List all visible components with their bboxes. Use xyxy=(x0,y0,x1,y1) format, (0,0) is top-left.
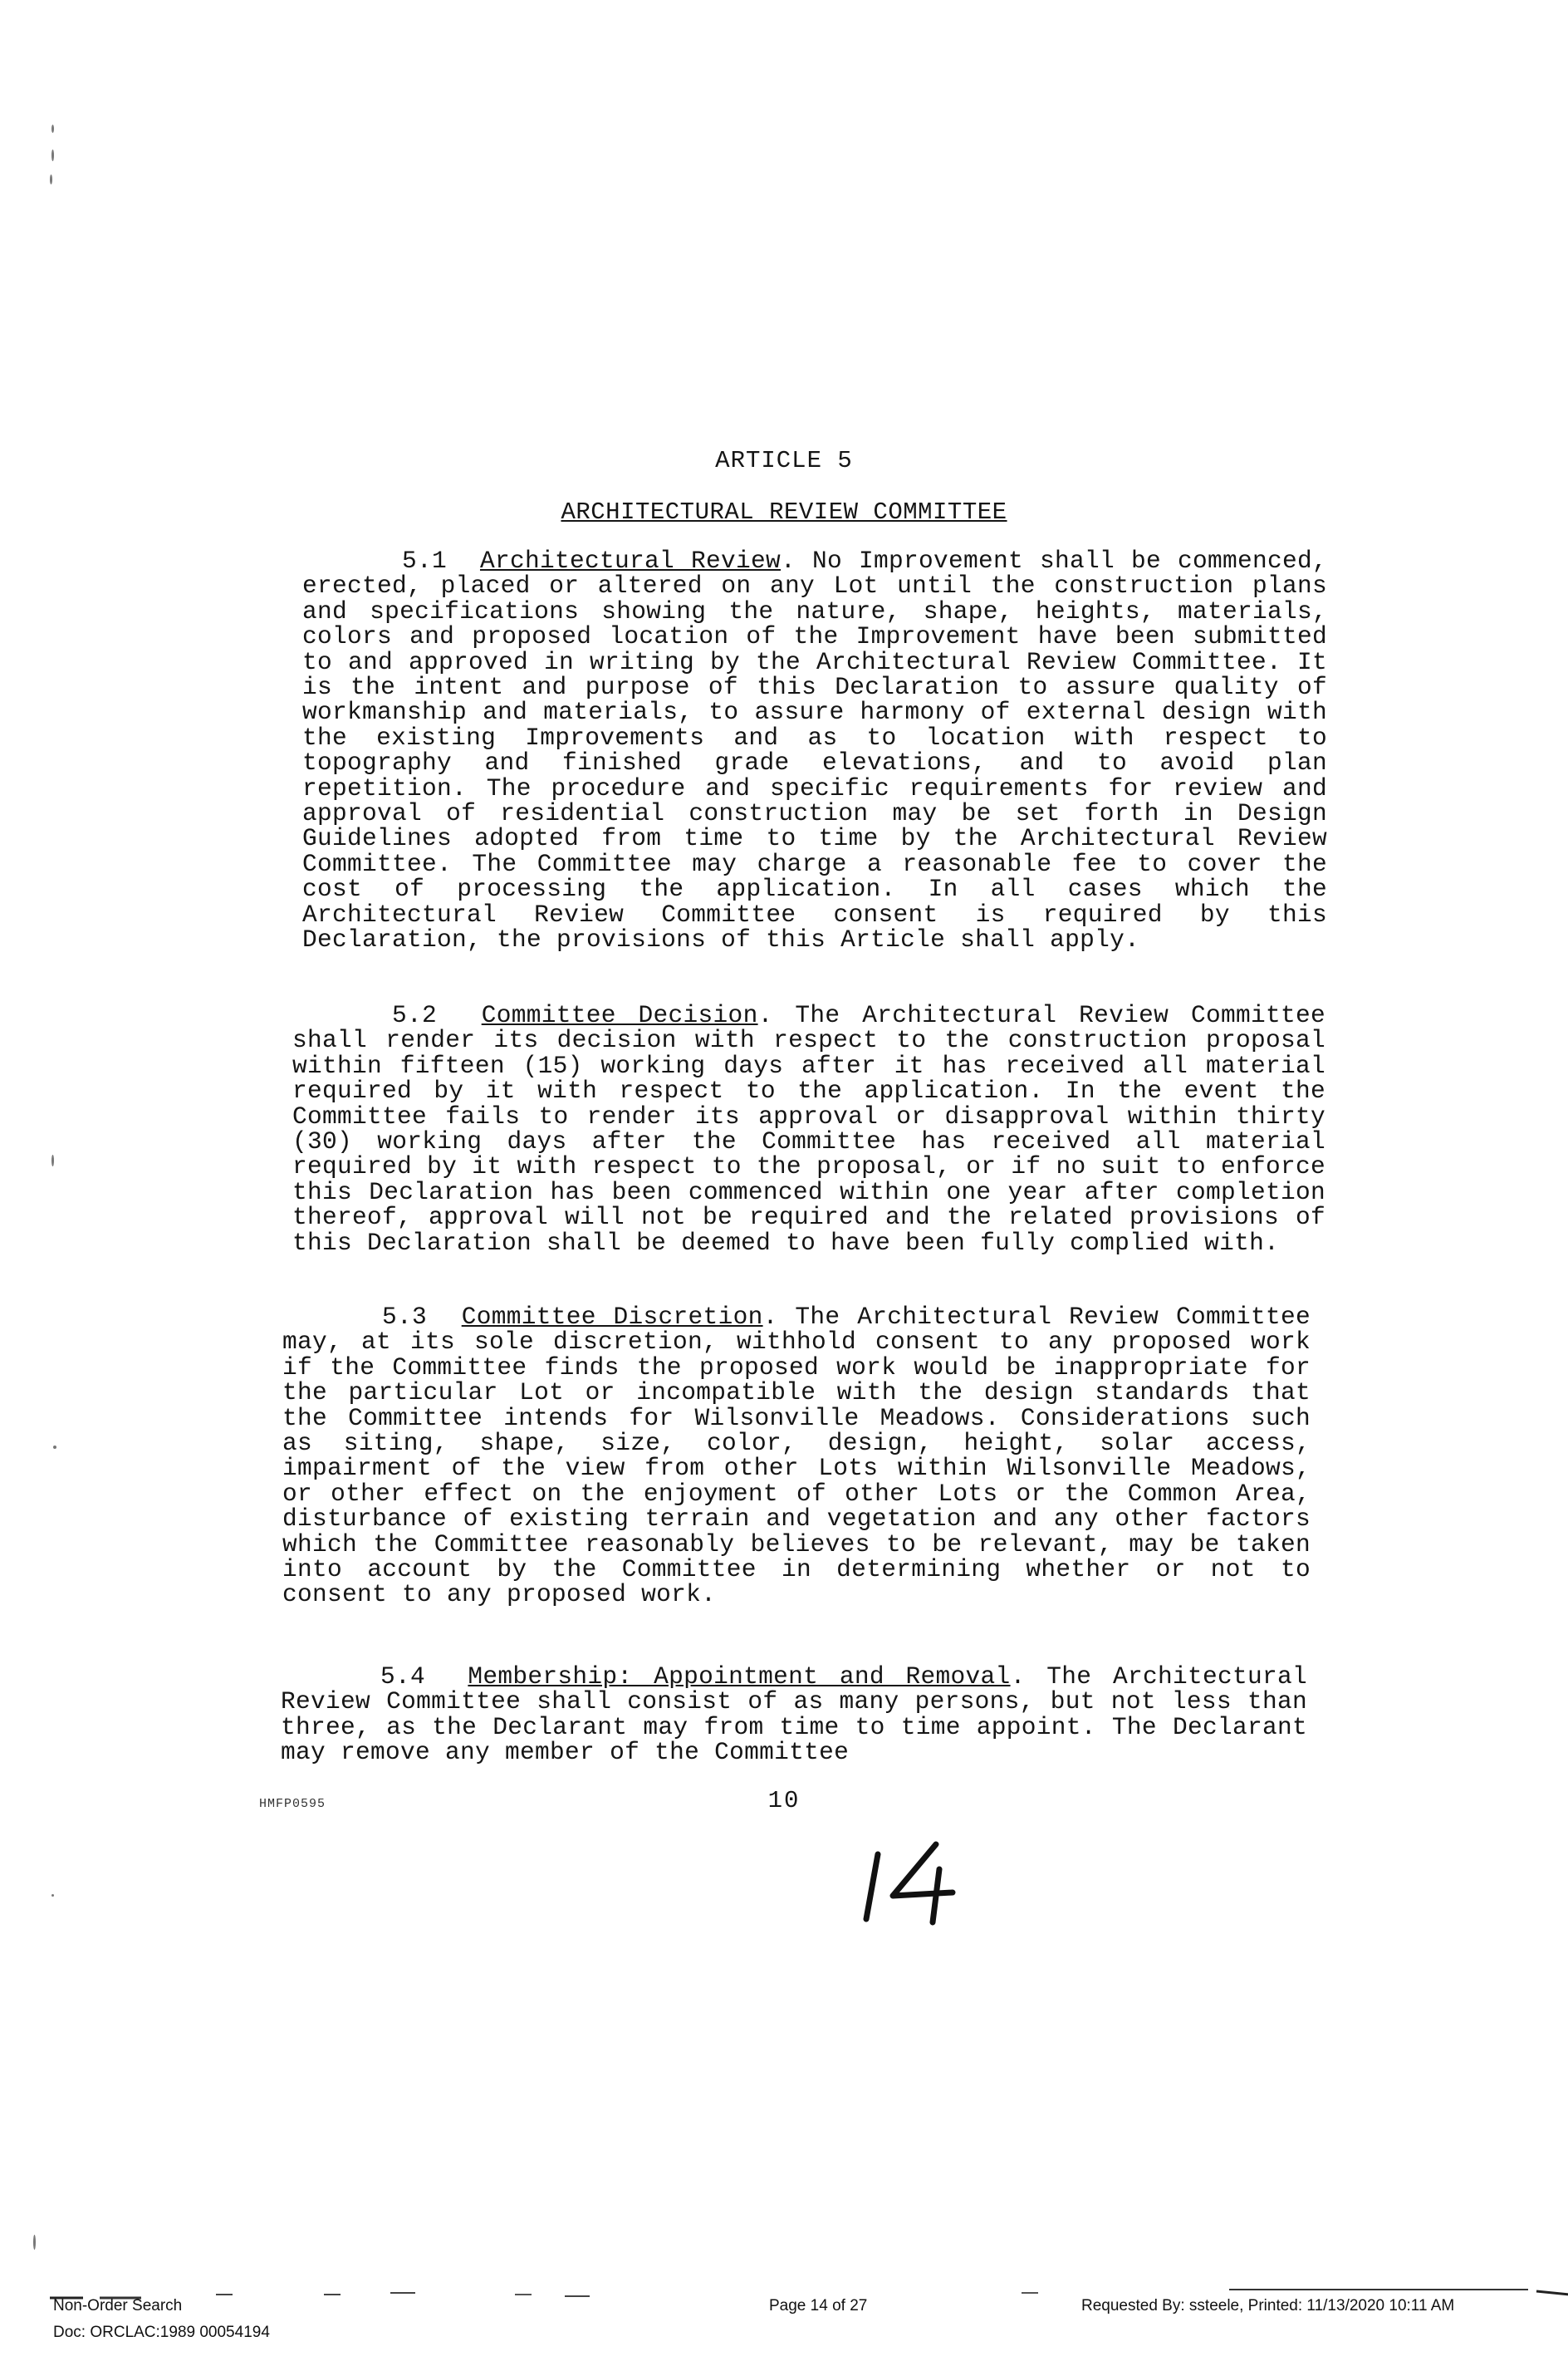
document-code: HMFP0595 xyxy=(259,1797,326,1811)
section-5-1 xyxy=(302,548,1327,953)
section-heading: Membership: Appointment and Removal xyxy=(468,1662,1011,1691)
section-heading: Architectural Review xyxy=(479,547,782,575)
scan-speck xyxy=(33,2235,36,2250)
footer-page-count: Page 14 of 27 xyxy=(769,2297,868,2314)
section-heading: Committee Discretion xyxy=(461,1303,763,1331)
scan-speck xyxy=(51,150,54,161)
section-5-3 xyxy=(282,1304,1311,1608)
scan-speck xyxy=(51,125,54,133)
section-text: . The Architectural Review Committee shall render its decision with respect to the construction proposal within fifteen (15) working days after it has received all material required by it with respect to the application. In the event the Committee fails to render its approval or disapproval within thirty (30) working days after the Committee has received all material required by it with respect to the proposal, or if no suit to enforce this Declaration has been commenced within one year after completion thereof, approval will not be required and the related provisions of this Declaration shall be deemed to have been fully complied with. xyxy=(292,1001,1325,1257)
section-number: 5.2 xyxy=(392,1001,438,1029)
section-number: 5.3 xyxy=(382,1303,428,1331)
footer-doc-id: Doc: ORCLAC:1989 00054194 xyxy=(53,2324,270,2341)
section-text: . No Improvement shall be commenced, erected, placed or altered on any Lot until the construction plans and specifications showing the nature, shape, heights, materials, colors and proposed location of the Improvement have been submitted to and approved in writing by the Architectural Review Committee. It is the intent and purpose of this Declaration to assure quality of workmanship and materials, to assure harmony of external design with the existing Improvements and as to location with respect to topography and finished grade elevations, and to avoid plan repetition. The procedure and specific requirements for review and approval of residential construction may be set forth in Design Guidelines adopted from time to time by the Architectural Review Committee. The Committee may charge a reasonable fee to cover the cost of processing the application. In all cases which the Architectural Review Committee consent is required by this Declaration, the provisions of this Article shall apply. xyxy=(302,547,1328,955)
scan-speck xyxy=(50,174,52,184)
article-subtitle: ARCHITECTURAL REVIEW COMMITTEE xyxy=(561,498,1007,526)
section-number: 5.1 xyxy=(402,547,448,575)
section-5-4 xyxy=(281,1664,1307,1765)
section-text: . The Architectural Review Committee shall consist of as many persons, but not less than three, as the Declarant may from time to time appoint. The Declarant may remove any member of the Committee xyxy=(281,1662,1307,1767)
footer-requested-by: Requested By: ssteele, Printed: 11/13/2020 10:11 AM xyxy=(1081,2297,1455,2314)
scan-speck xyxy=(51,1155,54,1166)
section-heading: Committee Decision xyxy=(481,1001,758,1029)
section-text: . The Architectural Review Committee may, at its sole discretion, withhold consent to any proposed work if the Committee finds the proposed work would be inappropriate for the particular Lot or incompatible with the design standards that the Committee intends for Wilsonville Meadows. Considerations such as siting, shape, size, color, design, height, solar access, impairment of the view from other Lots within Wilsonville Meadows, or other effect on the enjoyment of other Lots or the Common Area, disturbance of existing terrain and vegetation and any other factors which the Committee reasonably believes to be relevant, may be taken into account by the Committee in determining whether or not to consent to any proposed work. xyxy=(282,1303,1311,1609)
section-5-2 xyxy=(292,1003,1325,1255)
footer-search-label: Non-Order Search xyxy=(53,2297,183,2314)
handwritten-page-number xyxy=(860,1836,968,1927)
section-number: 5.4 xyxy=(380,1662,426,1691)
article-title: ARTICLE 5 xyxy=(715,447,853,474)
page-number: 10 xyxy=(767,1787,801,1814)
scan-speck xyxy=(53,1446,56,1449)
scan-speck xyxy=(51,1894,54,1897)
